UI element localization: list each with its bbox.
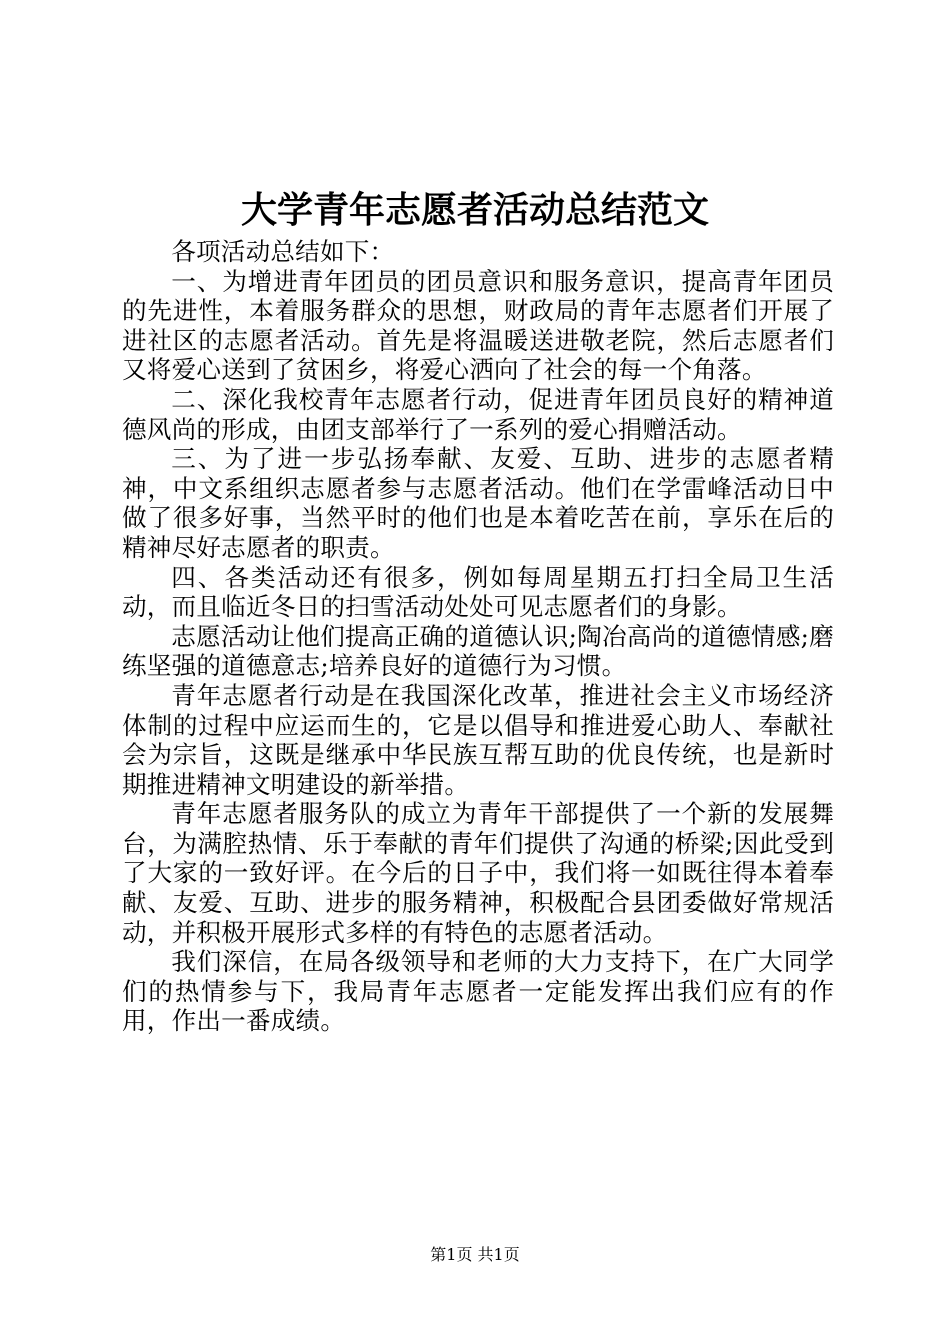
paragraph-conclusion: 我们深信，在局各级领导和老师的大力支持下，在广大同学们的热情参与下，我局青年志愿者一定能发挥出我们应有的作用，作出一番成绩。 bbox=[122, 947, 834, 1036]
paragraph-service-team: 青年志愿者服务队的成立为青年干部提供了一个新的发展舞台，为满腔热情、乐于奉献的青年们提供了沟通的桥梁;因此受到了大家的一致好评。在今后的日子中，我们将一如既往得本着奉献、友爱、互助、进步的服务精神，积极配合县团委做好常规活动，并积极开展形式多样的有特色的志愿者活动。 bbox=[122, 799, 834, 947]
paragraph-item-2: 二、深化我校青年志愿者行动，促进青年团员良好的精神道德风尚的形成，由团支部举行了一系列的爱心捐赠活动。 bbox=[122, 384, 834, 444]
document-body bbox=[122, 237, 834, 1036]
document-title: 大学青年志愿者活动总结范文 bbox=[240, 189, 709, 231]
paragraph-intro: 各项活动总结如下： bbox=[171, 237, 395, 266]
paragraph-item-3: 三、为了进一步弘扬奉献、友爱、互助、进步的志愿者精神，中文系组织志愿者参与志愿者活动。他们在学雷峰活动日中做了很多好事，当然平时的他们也是本着吃苦在前，享乐在后的精神尽好志愿者的职责。 bbox=[122, 444, 834, 562]
paragraph-background: 青年志愿者行动是在我国深化改革，推进社会主义市场经济体制的过程中应运而生的，它是以倡导和推进爱心助人、奉献社会为宗旨，这既是继承中华民族互帮互助的优良传统，也是新时期推进精神文明建设的新举措。 bbox=[122, 680, 834, 799]
paragraph-moral: 志愿活动让他们提高正确的道德认识;陶冶高尚的道德情感;磨练坚强的道德意志;培养良好的道德行为习惯。 bbox=[122, 621, 834, 681]
page-number-footer: 第1页 共1页 bbox=[430, 1245, 520, 1264]
paragraph-item-1: 一、为增进青年团员的团员意识和服务意识，提高青年团员的先进性，本着服务群众的思想，财政局的青年志愿者们开展了进社区的志愿者活动。首先是将温暖送进敬老院，然后志愿者们又将爱心送到了贫困乡，将爱心洒向了社会的每一个角落。 bbox=[122, 266, 834, 385]
paragraph-item-4: 四、各类活动还有很多，例如每周星期五打扫全局卫生活动，而且临近冬日的扫雪活动处处可见志愿者们的身影。 bbox=[122, 562, 834, 622]
